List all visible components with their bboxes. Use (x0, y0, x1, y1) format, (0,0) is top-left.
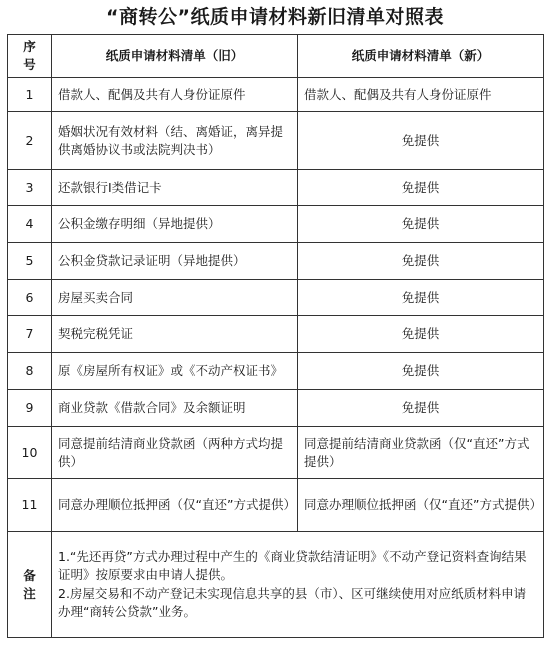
notes-row (8, 532, 544, 638)
row-number: 3 (8, 170, 52, 206)
new-material: 免提供 (298, 280, 544, 316)
note-item-2: 2.房屋交易和不动产登记未实现信息共享的县（市）、区可继续使用对应纸质材料申请办理“商转公贷款”业务。 (58, 586, 527, 619)
comparison-table (7, 34, 544, 638)
new-material: 同意办理顺位抵押函（仅“直还”方式提供） (298, 479, 544, 532)
row-number: 8 (8, 353, 52, 390)
notes-label (8, 532, 52, 638)
notes-label-line2: 注 (23, 585, 36, 601)
old-material: 公积金缴存明细（异地提供） (52, 206, 298, 243)
table-row (8, 243, 544, 280)
notes-content (52, 532, 544, 638)
new-material: 免提供 (298, 353, 544, 390)
row-number: 9 (8, 390, 52, 427)
old-material: 公积金贷款记录证明（异地提供） (52, 243, 298, 280)
old-material: 原《房屋所有权证》或《不动产权证书》 (52, 353, 298, 390)
new-material: 免提供 (298, 112, 544, 170)
old-material: 同意提前结清商业贷款函（两种方式均提供） (52, 427, 298, 479)
table-row (8, 316, 544, 353)
header-no (8, 35, 52, 78)
table-row (8, 427, 544, 479)
row-number: 6 (8, 280, 52, 316)
notes-label-line1: 备 (23, 567, 36, 583)
new-material: 免提供 (298, 170, 544, 206)
table-row (8, 479, 544, 532)
old-material: 同意办理顺位抵押函（仅“直还”方式提供） (52, 479, 298, 532)
header-new-list: 纸质申请材料清单（新） (298, 35, 544, 78)
table-row (8, 112, 544, 170)
new-material: 免提供 (298, 390, 544, 427)
row-number: 4 (8, 206, 52, 243)
table-row (8, 78, 544, 112)
table-header-row (8, 35, 544, 78)
row-number: 11 (8, 479, 52, 532)
old-material: 房屋买卖合同 (52, 280, 298, 316)
note-item-1: 1.“先还再贷”方式办理过程中产生的《商业贷款结清证明》《不动产登记资料查询结果证明》按原要求由申请人提供。 (58, 549, 527, 582)
row-number: 1 (8, 78, 52, 112)
old-material: 借款人、配偶及共有人身份证原件 (52, 78, 298, 112)
new-material: 免提供 (298, 316, 544, 353)
row-number: 7 (8, 316, 52, 353)
old-material: 婚姻状况有效材料（结、离婚证，离异提供离婚协议书或法院判决书） (52, 112, 298, 170)
row-number: 5 (8, 243, 52, 280)
new-material: 同意提前结清商业贷款函（仅“直还”方式提供） (298, 427, 544, 479)
header-no-line1: 序 (23, 39, 36, 54)
new-material: 免提供 (298, 206, 544, 243)
row-number: 10 (8, 427, 52, 479)
table-row (8, 353, 544, 390)
table-row (8, 280, 544, 316)
old-material: 商业贷款《借款合同》及余额证明 (52, 390, 298, 427)
row-number: 2 (8, 112, 52, 170)
table-row (8, 170, 544, 206)
table-row (8, 206, 544, 243)
document-title: “商转公”纸质申请材料新旧清单对照表 (106, 6, 444, 28)
new-material: 免提供 (298, 243, 544, 280)
old-material: 还款银行Ⅰ类借记卡 (52, 170, 298, 206)
header-old-list: 纸质申请材料清单（旧） (52, 35, 298, 78)
new-material: 借款人、配偶及共有人身份证原件 (298, 78, 544, 112)
header-no-line2: 号 (23, 57, 36, 72)
table-row (8, 390, 544, 427)
old-material: 契税完税凭证 (52, 316, 298, 353)
